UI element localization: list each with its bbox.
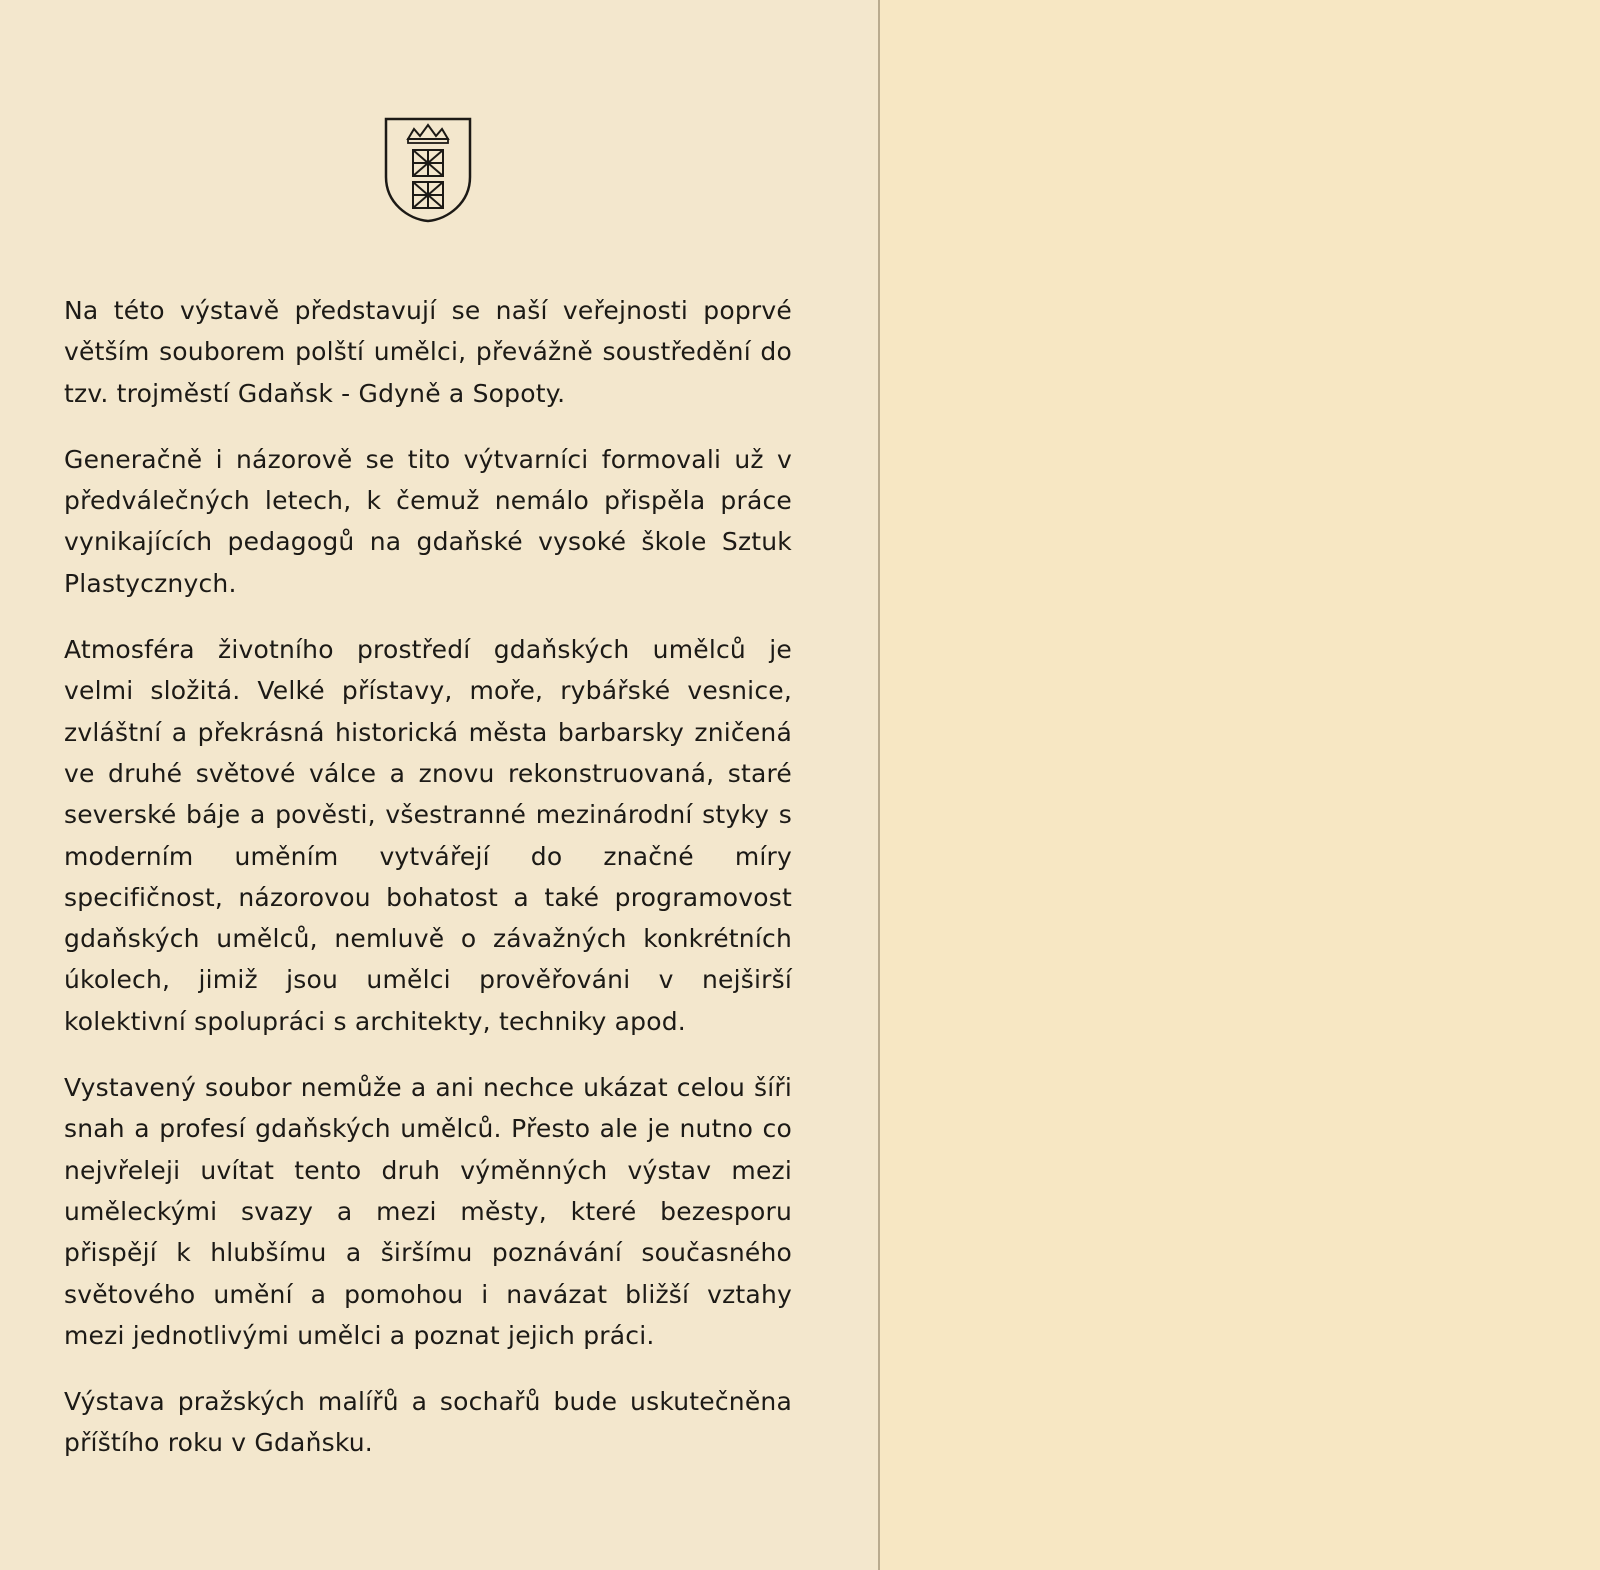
- paragraph: Vystavený soubor nemůže a ani nechce ukázat celou šíři snah a profesí gdaňských umělců. Přesto ale je nutno co nejvřeleji uvítat tento druh výměnných výstav mezi uměleckými svazy a mezi městy, které bezesporu přispějí k hlubšímu a širšímu poznávání současného světového umění a pomohou i navázat bližší vztahy mezi jednotlivými umělci a poznat jejich práci.: [64, 1073, 792, 1350]
- paragraph: Výstava pražských malířů a sochařů bude uskutečněna příštího roku v Gdaňsku.: [64, 1387, 792, 1458]
- coat-of-arms-icon: [382, 115, 474, 223]
- paragraph: Na této výstavě představují se naší veřejnosti poprvé větším souborem polští umělci, převážně soustředění do tzv. trojměstí Gdaňsk - Gdyně a Sopoty.: [64, 296, 792, 408]
- right-page: [880, 0, 1600, 1570]
- body-text: [64, 290, 792, 1489]
- paragraph: Atmosféra životního prostředí gdaňských umělců je velmi složitá. Velké přístavy, moře, rybářské vesnice, zvláštní a překrásná historická města barbarsky zničená ve druhé světové válce a znovu rekonstruovaná, staré severské báje a pověsti, všestranné mezinárodní styky s moderním uměním vytvářejí do značné míry specifičnost, názorovou bohatost a také programovost gdaňských umělců, nemluvě o závažných konkrétních úkolech, jimiž jsou umělci prověřováni v nejširší kolektivní spolupráci s architekty, techniky apod.: [64, 635, 792, 1036]
- paragraph: Generačně i názorově se tito výtvarníci formovali už v předválečných letech, k čemuž nemálo přispěla práce vynikajících pedagogů na gdaňské vysoké škole Sztuk Plastycznych.: [64, 444, 792, 598]
